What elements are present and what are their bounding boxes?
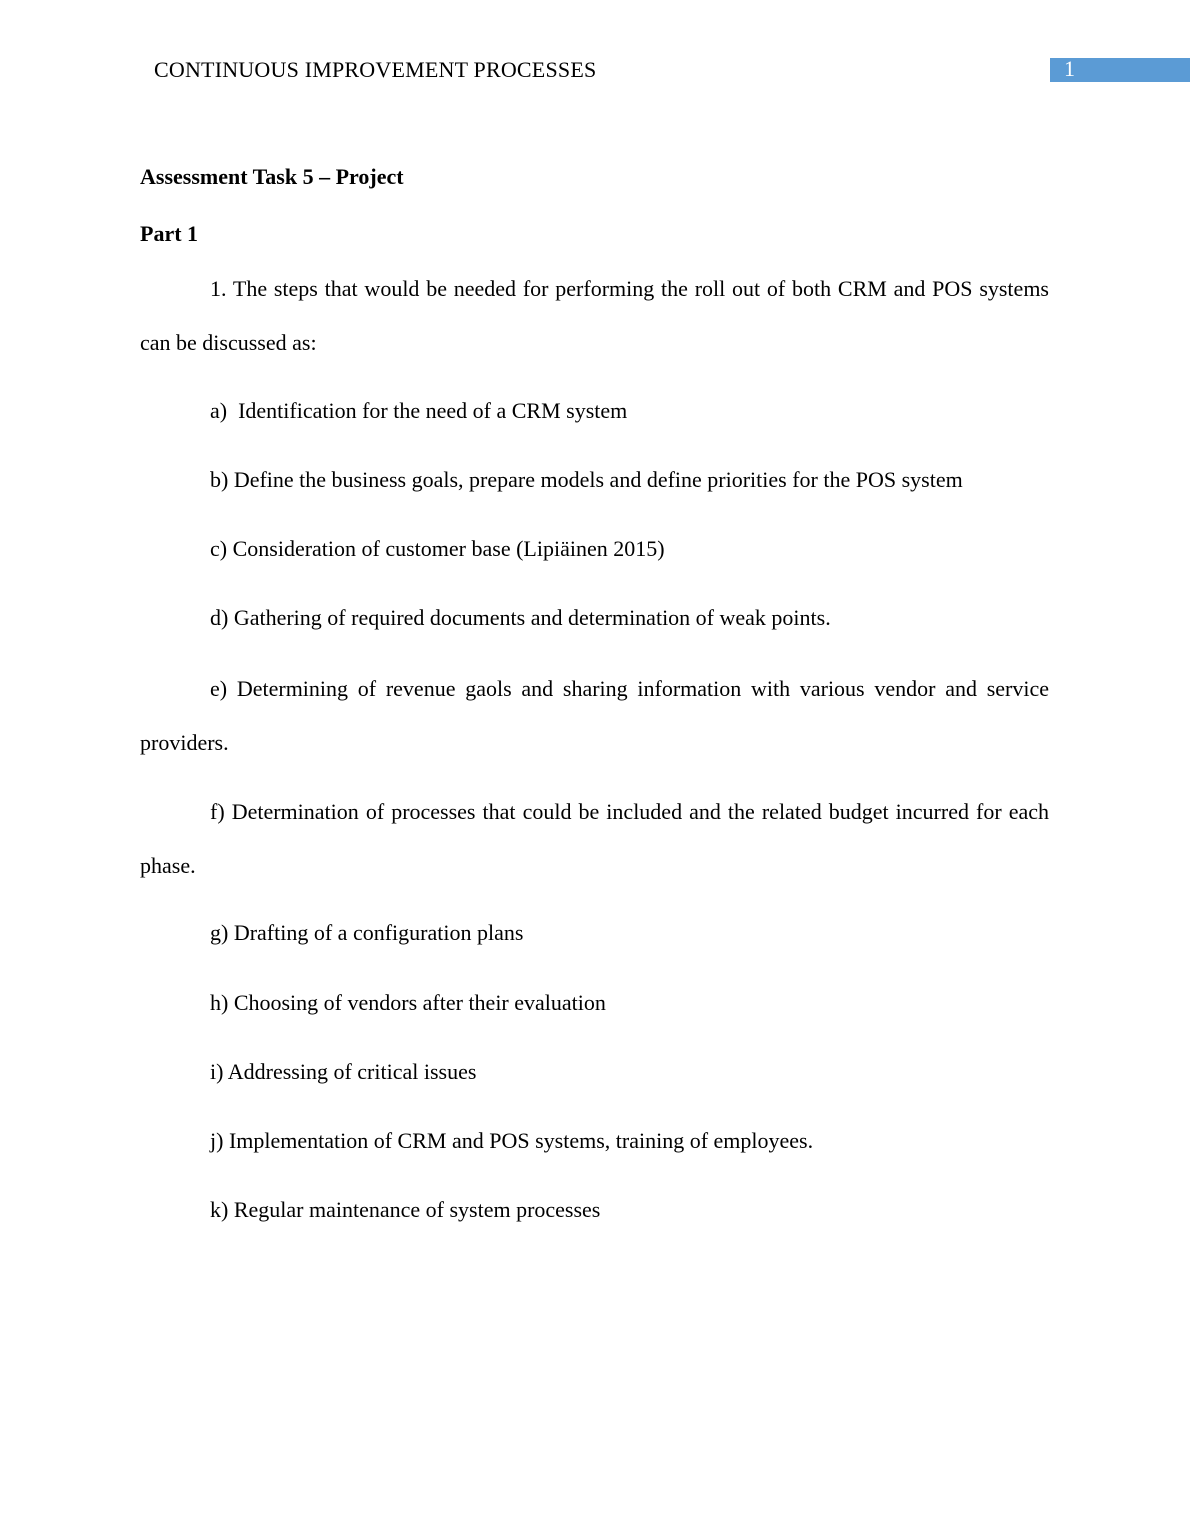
step-item-j: j) Implementation of CRM and POS systems, training of employees. — [210, 1128, 814, 1153]
step-item-h: h) Choosing of vendors after their evaluation — [210, 990, 606, 1015]
step-item-b: b) Define the business goals, prepare models and define priorities for the POS system — [210, 467, 963, 492]
step-item-e: e) Determining of revenue gaols and sharing information with various vendor and service providers. — [140, 676, 1049, 755]
step-item-k: k) Regular maintenance of system processes — [210, 1197, 601, 1222]
step-item-g: g) Drafting of a configuration plans — [210, 920, 524, 945]
intro-paragraph: 1. The steps that would be needed for performing the roll out of both CRM and POS systems can be discussed as: — [140, 276, 1049, 355]
part-heading: Part 1 — [140, 221, 199, 246]
step-item-d: d) Gathering of required documents and determination of weak points. — [210, 605, 831, 630]
task-heading: Assessment Task 5 – Project — [140, 164, 404, 189]
running-header-title: CONTINUOUS IMPROVEMENT PROCESSES — [154, 57, 597, 82]
step-item-f: f) Determination of processes that could be included and the related budget incurred for each phase. — [140, 799, 1049, 878]
page-number: 1 — [1064, 56, 1075, 81]
step-item-a: a) Identification for the need of a CRM system — [210, 398, 628, 423]
step-item-c: c) Consideration of customer base (Lipiäinen 2015) — [210, 536, 665, 561]
step-item-i: i) Addressing of critical issues — [210, 1059, 477, 1084]
page-number-badge — [1050, 58, 1190, 82]
